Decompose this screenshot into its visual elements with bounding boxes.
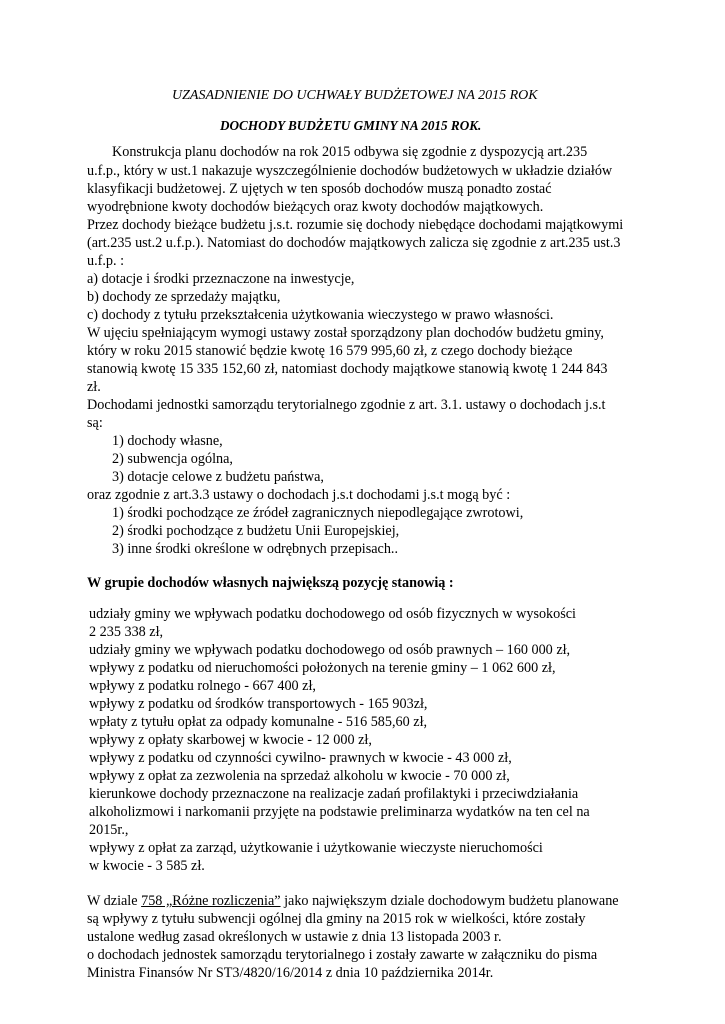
intro-line: (art.235 ust.2 u.f.p.). Natomiast do dochodów majątkowych zalicza się zgodnie z art.235 ust.3	[87, 235, 621, 251]
income-line: wpływy z podatku od czynności cywilno- prawnych w kwocie - 43 000 zł,	[89, 750, 512, 766]
intro-line: stanowią kwotę 15 335 152,60 zł, natomiast dochody majątkowe stanowią kwotę 1 244 843	[87, 361, 608, 377]
intro-line: c) dochody z tytułu przekształcenia użytkowania wieczystego w prawo własności.	[87, 307, 554, 323]
income-line: wpływy z podatku rolnego - 667 400 zł,	[89, 678, 316, 694]
intro-line: Dochodami jednostki samorządu terytorialnego zgodnie z art. 3.1. ustawy o dochodach j.s.t	[87, 397, 606, 413]
intro-line: W ujęciu spełniającym wymogi ustawy został sporządzony plan dochodów budżetu gminy,	[87, 325, 604, 341]
intro-line: a) dotacje i środki przeznaczone na inwestycje,	[87, 271, 355, 287]
intro-line: oraz zgodnie z art.3.3 ustawy o dochodach j.s.t dochodami j.s.t mogą być :	[87, 487, 511, 503]
intro-line: są:	[87, 415, 103, 431]
income-line: w kwocie - 3 585 zł.	[89, 858, 205, 874]
final-line: są wpływy z tytułu subwencji ogólnej dla gminy na 2015 rok w wielkości, które zostały	[87, 911, 586, 927]
final-line: ustalone według zasad określonych w ustawie z dnia 13 listopada 2003 r.	[87, 929, 502, 945]
income-line: wpływy z opłat za zarząd, użytkowanie i użytkowanie wieczyste nieruchomości	[89, 840, 543, 856]
section-heading: W grupie dochodów własnych największą pozycję stanowią :	[87, 575, 454, 591]
final-line: Ministra Finansów Nr ST3/4820/16/2014 z dnia 10 października 2014r.	[87, 965, 494, 981]
income-line: 2015r.,	[89, 822, 129, 838]
income-line: alkoholizmowi i narkomanii przyjęte na podstawie preliminarza wydatków na ten cel na	[89, 804, 590, 820]
document-title: UZASADNIENIE DO UCHWAŁY BUDŻETOWEJ NA 2015 ROK	[172, 88, 538, 103]
income-line: udziały gminy we wpływach podatku dochodowego od osób fizycznych w wysokości	[89, 606, 577, 622]
intro-line: 1) środki pochodzące ze źródeł zagranicznych niepodlegające zwrotowi,	[112, 505, 524, 521]
section-758-link: 758 „Różne rozliczenia”	[141, 893, 281, 909]
intro-line: u.f.p. :	[87, 253, 125, 269]
final-line: o dochodach jednostek samorządu terytorialnego i zostały zawarte w załączniku do pisma	[87, 947, 598, 963]
income-line: wpłaty z tytułu opłat za odpady komunalne - 516 585,60 zł,	[89, 714, 428, 730]
income-line: wpływy z podatku od nieruchomości położonych na terenie gminy – 1 062 600 zł,	[89, 660, 556, 676]
intro-line: 3) inne środki określone w odrębnych przepisach..	[112, 541, 399, 557]
income-line: 2 235 338 zł,	[89, 624, 164, 640]
intro-line: Przez dochody bieżące budżetu j.s.t. rozumie się dochody niebędące dochodami majątkowymi	[87, 217, 624, 233]
income-line: udziały gminy we wpływach podatku dochodowego od osób prawnych – 160 000 zł,	[89, 642, 571, 658]
intro-line: który w roku 2015 stanowić będzie kwotę 16 579 995,60 zł, z czego dochody bieżące	[87, 343, 573, 359]
intro-line: 2) środki pochodzące z budżetu Unii Europejskiej,	[112, 523, 400, 539]
intro-line: Konstrukcja planu dochodów na rok 2015 odbywa się zgodnie z dyspozycją art.235	[112, 144, 588, 160]
income-line: wpływy z podatku od środków transportowych - 165 903zł,	[89, 696, 428, 712]
document-subtitle: DOCHODY BUDŻETU GMINY NA 2015 ROK.	[220, 118, 482, 133]
income-line: wpływy z opłat za zezwolenia na sprzedaż alkoholu w kwocie - 70 000 zł,	[89, 768, 510, 784]
final-line-first	[87, 893, 619, 910]
income-line: wpływy z opłaty skarbowej w kwocie - 12 000 zł,	[89, 732, 372, 748]
final-suffix: jako największym dziale dochodowym budżetu planowane	[280, 893, 619, 909]
income-line: kierunkowe dochody przeznaczone na realizacje zadań profilaktyki i przeciwdziałania	[89, 786, 579, 802]
intro-line: 3) dotacje celowe z budżetu państwa,	[112, 469, 324, 485]
intro-line: 2) subwencja ogólna,	[112, 451, 233, 467]
intro-line: zł.	[87, 379, 101, 395]
intro-line: wyodrębnione kwoty dochodów bieżących oraz kwoty dochodów majątkowych.	[87, 199, 544, 215]
intro-line: b) dochody ze sprzedaży majątku,	[87, 289, 281, 305]
intro-line: klasyfikacji budżetowej. Z ujętych w ten sposób dochodów muszą ponadto zostać	[87, 181, 552, 197]
intro-line: 1) dochody własne,	[112, 433, 223, 449]
intro-line: u.f.p., który w ust.1 nakazuje wyszczególnienie dochodów budżetowych w układzie działów	[87, 163, 613, 179]
final-prefix: W dziale	[87, 893, 142, 909]
